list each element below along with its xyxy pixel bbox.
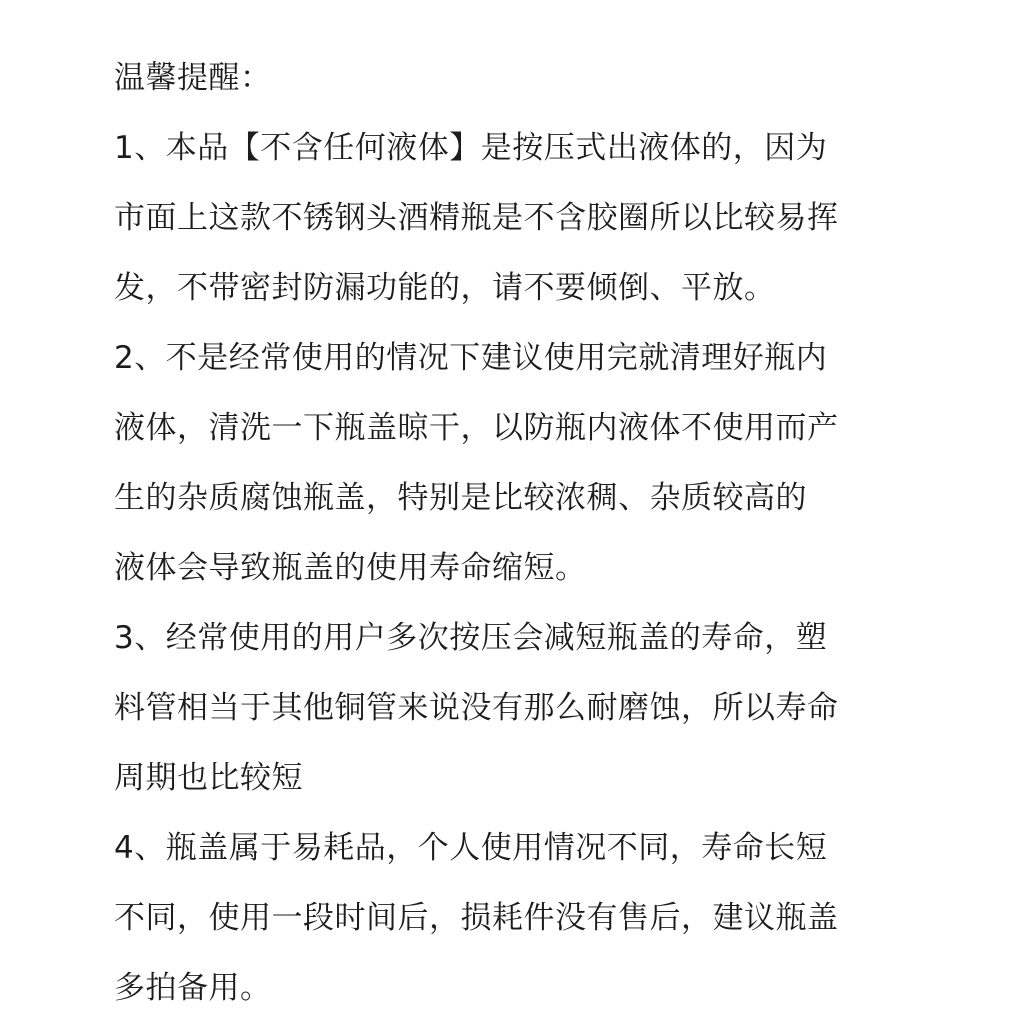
notice-item-1-line-1: 1、本品【不含任何液体】是按压式出液体的，因为 [114, 130, 828, 166]
notice-item-2-line-4: 液体会导致瓶盖的使用寿命缩短。 [114, 550, 587, 586]
notice-item-2-line-2: 液体，清洗一下瓶盖晾干，以防瓶内液体不使用而产 [114, 410, 839, 446]
reminder-notice [114, 43, 934, 1023]
notice-item-2-line-1: 2、不是经常使用的情况下建议使用完就清理好瓶内 [114, 340, 828, 376]
notice-item-4-line-3: 多拍备用。 [114, 970, 272, 1006]
notice-item-1-line-2: 市面上这款不锈钢头酒精瓶是不含胶圈所以比较易挥 [114, 200, 839, 236]
notice-item-1-line-3: 发，不带密封防漏功能的，请不要倾倒、平放。 [114, 270, 776, 306]
notice-item-4-line-2: 不同，使用一段时间后，损耗件没有售后，建议瓶盖 [114, 900, 839, 936]
notice-item-3-line-3: 周期也比较短 [114, 760, 303, 796]
notice-item-2-line-3: 生的杂质腐蚀瓶盖，特别是比较浓稠、杂质较高的 [114, 480, 807, 516]
notice-item-3-line-2: 料管相当于其他铜管来说没有那么耐磨蚀，所以寿命 [114, 690, 839, 726]
notice-item-4-line-1: 4、瓶盖属于易耗品，个人使用情况不同，寿命长短 [114, 830, 828, 866]
notice-item-3-line-1: 3、经常使用的用户多次按压会减短瓶盖的寿命，塑 [114, 620, 828, 656]
notice-title: 温馨提醒： [114, 60, 272, 96]
